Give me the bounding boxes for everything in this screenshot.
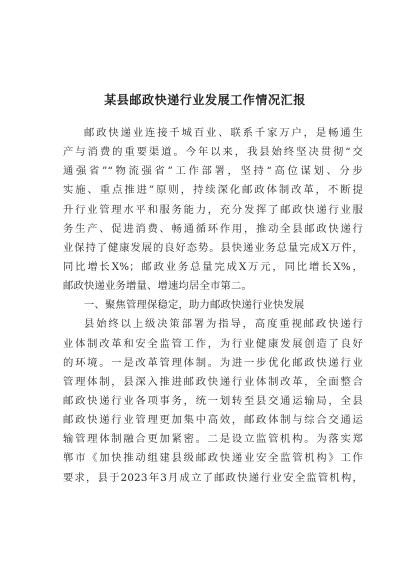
text-line: 邮政快递行业管理更加集中高效，邮政体制与综合交通运 xyxy=(63,414,363,427)
document-title: 某县邮政快递行业发展工作情况汇报 xyxy=(104,93,306,107)
section-heading: 一、聚焦管理保稳定，助力邮政快递行业快发展 xyxy=(84,299,305,312)
text-line: 邮政快递业连接千城百业、联系千家万户，是畅通生 xyxy=(84,127,363,139)
text-line: 的环境。一是改革管理体制。为进一步优化邮政快递行业 xyxy=(63,356,363,369)
text-line: 县始终以上级决策部署为指导，高度重视邮政快递行 xyxy=(84,318,363,331)
text-line: 通强省”“物流强省”工作部署，坚持“高位谋划、分步 xyxy=(63,165,363,178)
text-line: 业保持了健康发展的良好态势。县快递业务总量完成X万件， xyxy=(63,241,363,254)
text-line: 务生产、促进消费、畅通循环作用，推动全县邮政快递行 xyxy=(63,222,363,235)
text-line: 郸市《加快推动组建县级邮政快递业安全监管机构》工作 xyxy=(63,452,363,465)
text-line: 升行业管理水平和服务能力，充分发挥了邮政快递行业服 xyxy=(63,203,363,216)
text-line: 实施、重点推进”原则，持续深化邮政体制改革，不断提 xyxy=(63,184,363,197)
text-line: 同比增长X%；邮政业务总量完成X万元，同比增长X%， xyxy=(63,260,363,273)
text-line: 要求，县于2023年3月成立了邮政快递行业安全监管机构， xyxy=(63,471,363,484)
text-line: 业体制改革和安全监管工作，为行业健康发展创造了良好 xyxy=(63,337,363,350)
text-line: 产与消费的重要渠道。今年以来，我县始终坚决贯彻“交 xyxy=(63,146,363,159)
document-body xyxy=(63,124,363,488)
text-line: 输管理体制融合更加紧密。二是设立监管机构。为落实郑 xyxy=(63,433,363,446)
text-line: 邮政快递行业各项事务，统一划转至县交通运输局，全县 xyxy=(63,394,363,407)
text-line: 邮政快递业务增量、增速均居全市第二。 xyxy=(63,280,252,293)
text-line: 管理体制，县深入推进邮政快递行业体制改革，全面整合 xyxy=(63,375,363,388)
